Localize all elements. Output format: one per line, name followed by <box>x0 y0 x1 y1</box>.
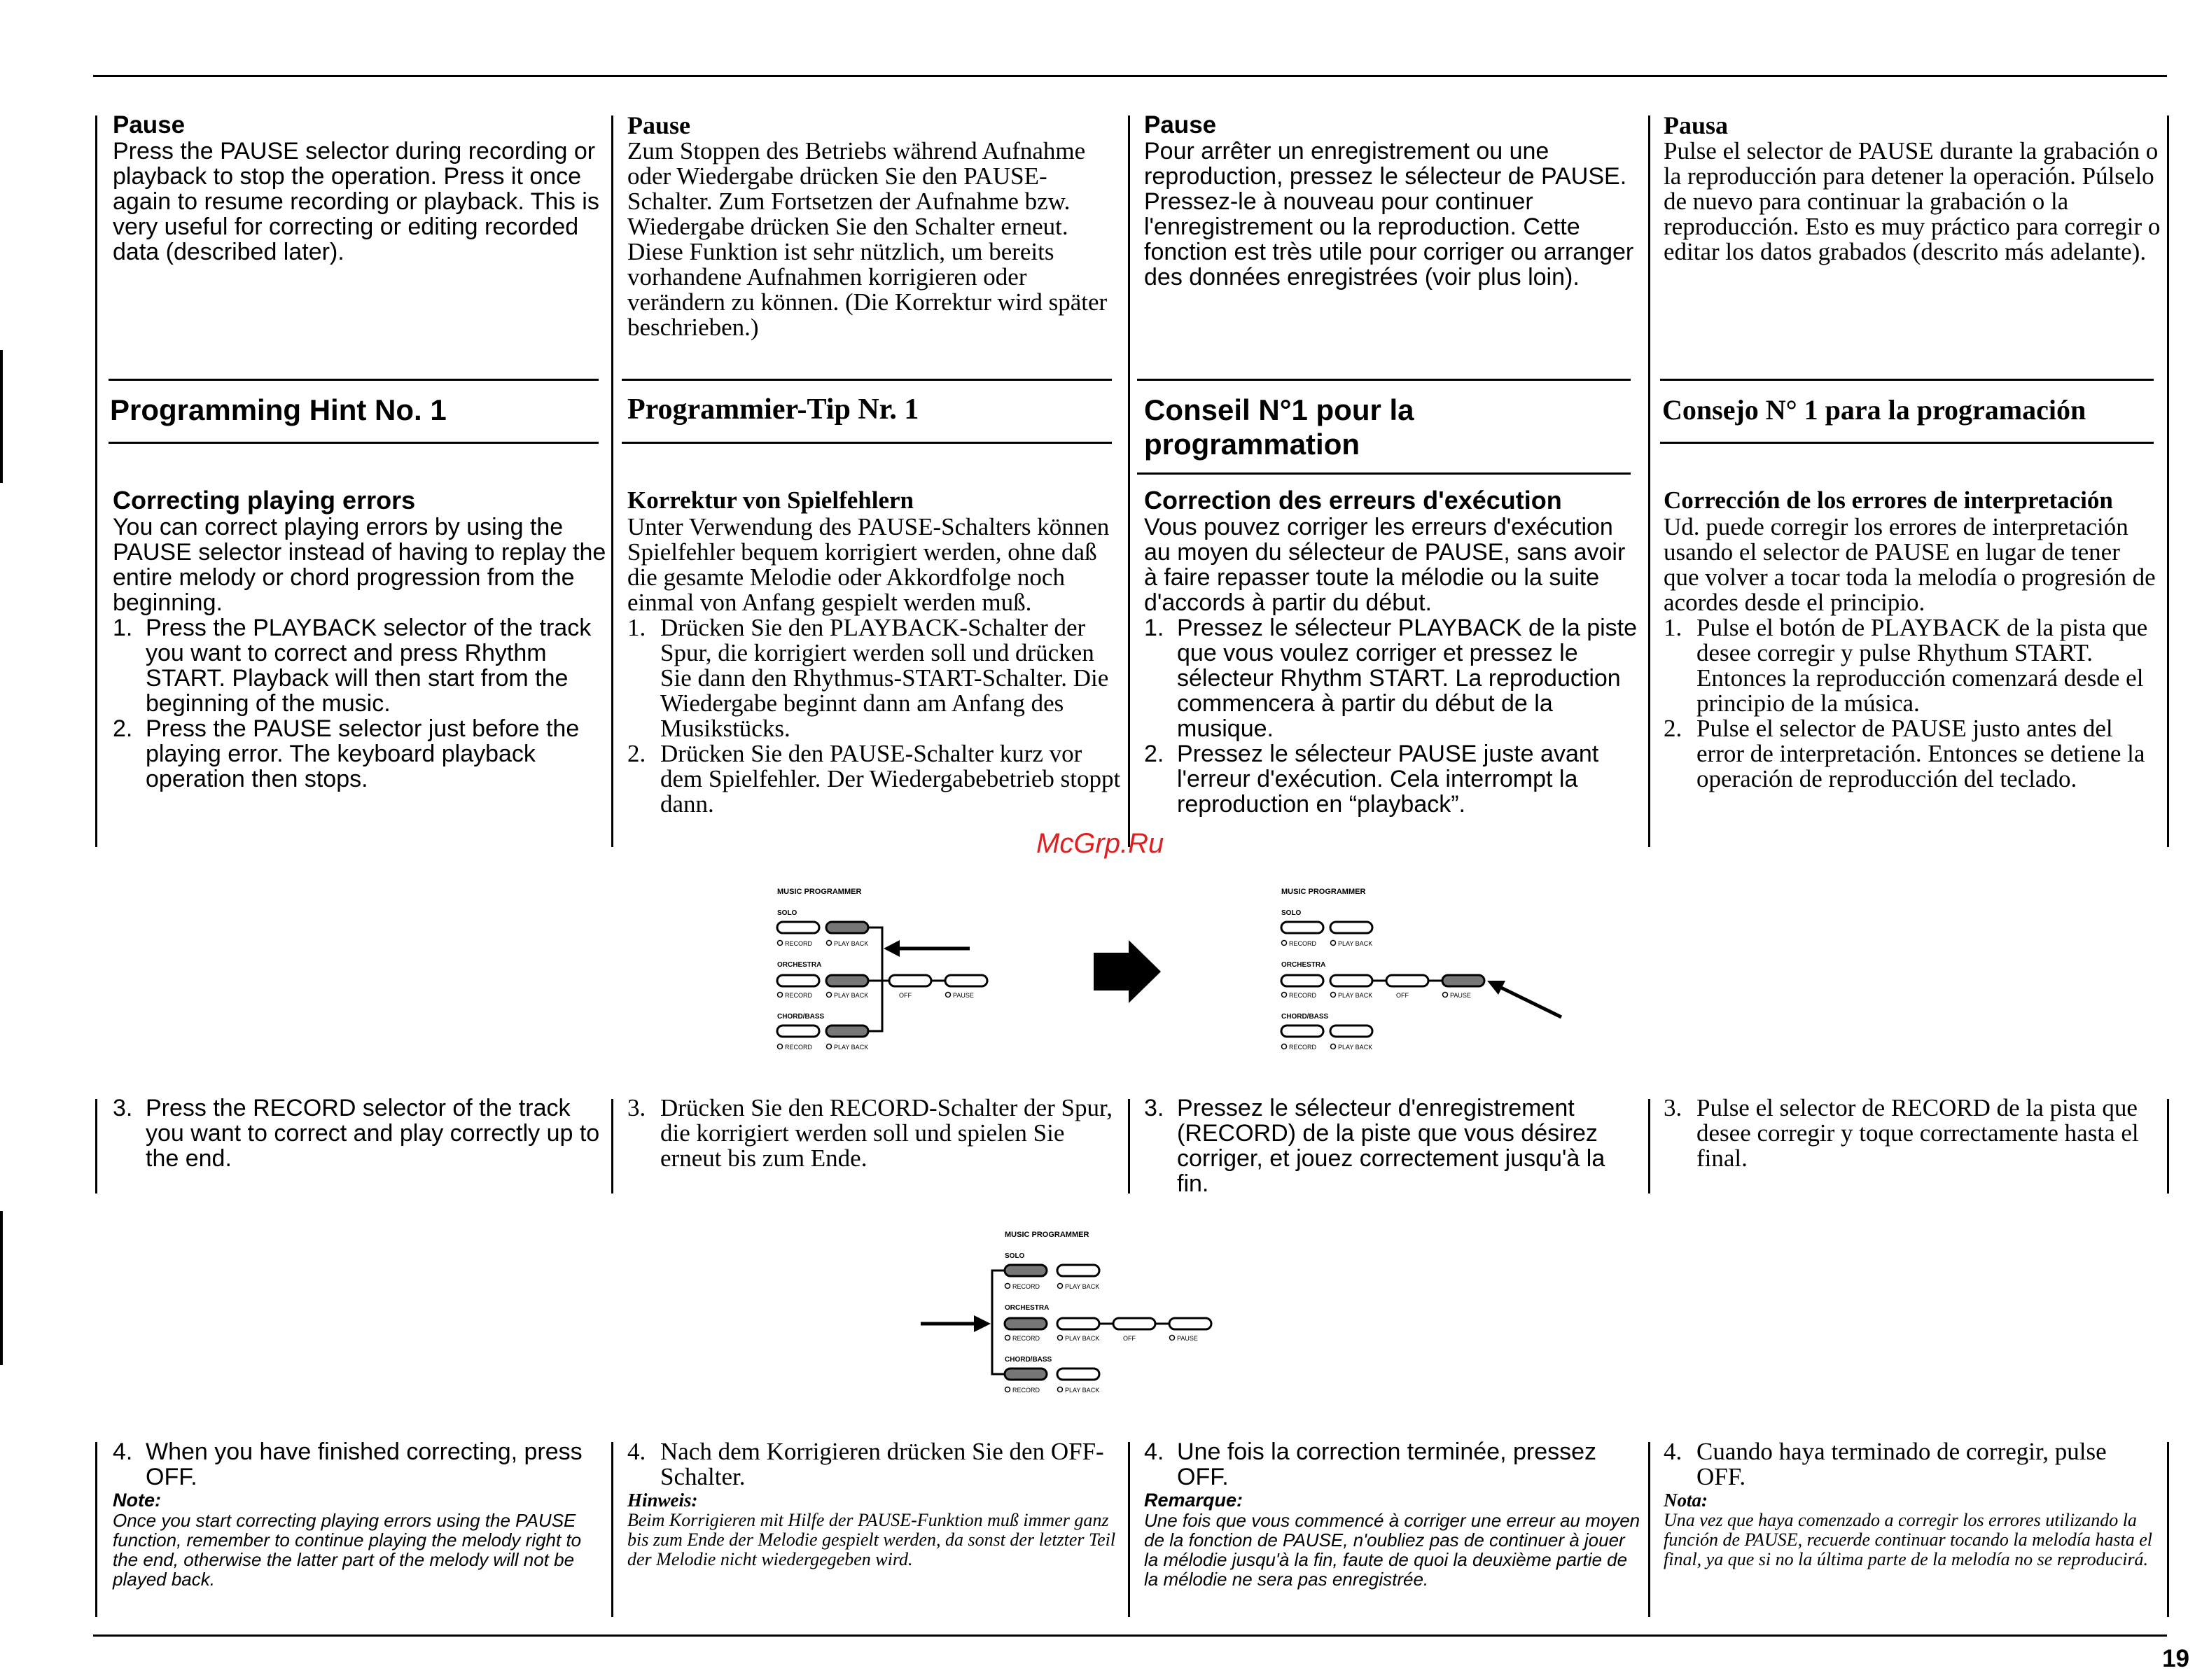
pause-fr <box>1144 112 1641 290</box>
note-text: Una vez que haya comenzado a corregir los errores utilizando la función de PAUSE, recuerde continuar tocando la melodía hasta el final, ya que si no la última parte de la melodía no se reproducirá. <box>1664 1510 2153 1569</box>
column-divider <box>1128 115 1130 847</box>
step-number: 2. <box>1664 715 1682 742</box>
step-text: Une fois la correction terminée, pressez OFF. <box>1177 1438 1597 1490</box>
section-rule <box>622 379 1112 381</box>
note-label: Nota: <box>1664 1490 1708 1511</box>
chord-bass-label: CHORD/BASS <box>1281 1013 1329 1021</box>
orch-playback-button <box>826 975 868 986</box>
led <box>1282 993 1287 997</box>
steps-list <box>1664 1096 2161 1171</box>
step4-es <box>1664 1439 2161 1569</box>
step-number: 2. <box>627 740 646 767</box>
chord-playback-button <box>1057 1368 1099 1380</box>
step-number: 2. <box>1144 741 1164 767</box>
step-number: 4. <box>1664 1438 1682 1465</box>
intro-text: Ud. puede corregir los errores de interpretación usando el selector de PAUSE en lugar de tener que volver a tocar toda la melodía o progresión de acordes desde el principio. <box>1664 513 2156 616</box>
led <box>1331 1044 1336 1049</box>
orch-playback-button <box>1057 1318 1099 1329</box>
pause-title: Pausa <box>1664 111 1729 139</box>
pause-button-pressed <box>1442 975 1484 986</box>
chord-playback-button <box>826 1026 868 1037</box>
steps-list <box>113 1439 610 1490</box>
record-bracket <box>992 1270 1005 1374</box>
off-button <box>1113 1318 1155 1329</box>
record-label: RECORD <box>1289 992 1317 999</box>
playback-label: PLAY BACK <box>1065 1387 1100 1394</box>
column-divider <box>95 1099 97 1194</box>
playback-label: PLAY BACK <box>1338 992 1373 999</box>
chord-bass-label: CHORD/BASS <box>1005 1356 1052 1364</box>
column-divider <box>1648 115 1650 847</box>
note-text: Une fois que vous commencé à corriger une erreur au moyen de la fonction de PAUSE, n'oubliez pas de continuer à jouer la mélodie jusqu'à la fin, faute de quoi la deuxième partie de la mélodie ne sera pas enregistrée. <box>1144 1510 1640 1590</box>
steps-list <box>113 1096 610 1171</box>
correcting-en <box>113 486 610 792</box>
step-text: Press the PLAYBACK selector of the track you want to correct and press Rhythm START. Playback will then start from the beginning of the music. <box>146 615 592 717</box>
binding-mark <box>0 1211 3 1365</box>
step-number: 3. <box>113 1095 133 1121</box>
section-rule <box>1660 442 2154 444</box>
led <box>1331 941 1336 946</box>
section-rule <box>622 442 1112 444</box>
record-label: RECORD <box>1012 1283 1040 1290</box>
chord-record-button <box>1005 1368 1047 1380</box>
column-divider <box>1128 1099 1130 1194</box>
step-4 <box>113 1439 610 1490</box>
section-rule <box>1137 379 1631 381</box>
column-divider <box>611 1442 613 1617</box>
intro-text: Unter Verwendung des PAUSE-Schalters können Spielfehler bequem korrigiert werden, ohne daß die gesamte Melodie oder Akkordfolge noch einmal von Anfang gespielt werden muß. <box>627 513 1110 616</box>
led <box>778 1044 783 1049</box>
steps-list <box>113 615 610 792</box>
pause-en <box>113 112 610 265</box>
column-divider <box>1128 1442 1130 1617</box>
section-title: Programmier-Tip Nr. 1 <box>627 393 919 426</box>
steps-list <box>1144 1096 1641 1196</box>
pause-text: Pour arrêter un enregistrement ou une reproduction, pressez le sélecteur de PAUSE. Pressez-le à nouveau pour continuer l'enregistrement ou la reproduction. Cette fonction est très utile pour corriger ou arranger des données enregistrées (voir plus loin). <box>1144 138 1634 290</box>
note-label: Note: <box>113 1490 161 1511</box>
section-rule <box>1137 472 1631 475</box>
pause-label: PAUSE <box>953 992 974 999</box>
solo-record-button <box>777 922 819 933</box>
pause-de <box>627 112 1124 340</box>
step-4 <box>627 1439 1124 1490</box>
steps-list <box>627 615 1124 817</box>
step-3 <box>113 1096 610 1171</box>
solo-playback-button <box>1057 1265 1099 1276</box>
sub-title: Correction des erreurs d'exécution <box>1144 486 1562 514</box>
step-text: Drücken Sie den PAUSE-Schalter kurz vor dem Spielfehler. Der Wiedergabebetrieb stoppt dann. <box>660 740 1121 818</box>
step3-de <box>627 1096 1124 1171</box>
arrow-head-icon <box>974 1315 991 1332</box>
step-number: 4. <box>113 1438 133 1465</box>
step-3 <box>1664 1096 2161 1171</box>
step-2 <box>627 741 1124 817</box>
chord-playback-button <box>1330 1026 1372 1037</box>
pause-title: Pause <box>1144 111 1217 139</box>
pause-text: Pulse el selector de PAUSE durante la grabación o la reproducción para detener la operación. Púlselo de nuevo para continuar la grabación o la reproducción. Esto es muy práctico para corregir o editar los datos grabados (descrito más adelante). <box>1664 137 2161 265</box>
step-1 <box>1664 615 2161 716</box>
step-text: Press the PAUSE selector just before the playing error. The keyboard playback operation then stops. <box>146 715 580 792</box>
led <box>827 1044 832 1049</box>
step-number: 1. <box>113 615 133 641</box>
solo-record-button <box>1281 922 1323 933</box>
led <box>827 993 832 997</box>
step-text: Cuando haya terminado de corregir, pulse OFF. <box>1696 1438 2107 1490</box>
step-1 <box>627 615 1124 741</box>
steps-list <box>1664 1439 2161 1490</box>
led <box>946 993 951 997</box>
pause-text: Press the PAUSE selector during recording or playback to stop the operation. Press it once again to resume recording or playback. This is very useful for correcting or editing recorded data (described later). <box>113 138 599 265</box>
playback-label: PLAY BACK <box>1065 1283 1100 1290</box>
pause-title: Pause <box>113 111 186 139</box>
music-programmer-diagram-1 <box>763 886 1015 1060</box>
solo-record-button <box>1005 1265 1047 1276</box>
column-divider <box>2167 1099 2169 1194</box>
column-divider <box>1648 1099 1650 1194</box>
orchestra-label: ORCHESTRA <box>1281 961 1326 969</box>
led <box>1282 1044 1287 1049</box>
led <box>1058 1387 1063 1392</box>
led <box>778 941 783 946</box>
orch-record-button <box>777 975 819 986</box>
step-text: Drücken Sie den PLAYBACK-Schalter der Spur, die korrigiert werden soll und drücken Sie dann den Rhythmus-START-Schalter. Die Wiedergabe beginnt dann am Anfang des Musikstücks. <box>660 614 1109 742</box>
pause-label: PAUSE <box>1450 992 1471 999</box>
led <box>827 941 832 946</box>
step-2 <box>113 716 610 792</box>
chord-bass-label: CHORD/BASS <box>777 1013 825 1021</box>
step-text: Pulse el selector de RECORD de la pista que desee corregir y toque correctamente hasta el final. <box>1696 1094 2139 1172</box>
solo-label: SOLO <box>777 909 797 917</box>
step-1 <box>1144 615 1641 741</box>
watermark: McGrp.Ru <box>1036 828 1164 859</box>
solo-playback-button <box>826 922 868 933</box>
step-4 <box>1144 1439 1641 1490</box>
record-label: RECORD <box>785 992 813 999</box>
step-text: Pressez le sélecteur PLAYBACK de la piste que vous voulez corriger et pressez le sélecteur Rhythm START. La reproduction commencera à partir du début de la musique. <box>1177 615 1638 742</box>
step4-de <box>627 1439 1124 1569</box>
chord-record-button <box>1281 1026 1323 1037</box>
step-text: Pressez le sélecteur d'enregistrement (RECORD) de la piste que vous désirez corriger, et jouez correctement jusqu'à la fin. <box>1177 1095 1605 1197</box>
step-number: 4. <box>1144 1438 1164 1465</box>
record-label: RECORD <box>1289 940 1317 947</box>
pause-button <box>1169 1318 1211 1329</box>
note-label: Remarque: <box>1144 1490 1243 1511</box>
section-title: Programming Hint No. 1 <box>110 393 447 426</box>
section-title: Conseil N°1 pour la programmation <box>1144 393 1414 461</box>
step-4 <box>1664 1439 2161 1490</box>
led <box>1058 1284 1063 1289</box>
step-2 <box>1144 741 1641 817</box>
section-title-en <box>110 393 607 427</box>
playback-label: PLAY BACK <box>834 940 869 947</box>
step-number: 3. <box>1664 1094 1682 1121</box>
arrow-head-icon <box>884 940 900 957</box>
step-3 <box>627 1096 1124 1171</box>
steps-list <box>1144 1439 1641 1490</box>
led <box>1005 1387 1010 1392</box>
steps-list <box>627 1096 1124 1171</box>
pause-button <box>945 975 987 986</box>
correcting-de <box>627 486 1124 817</box>
top-rule <box>93 75 2167 77</box>
off-label: OFF <box>899 992 912 999</box>
next-step-arrow-icon <box>1094 940 1164 1003</box>
note-text: Beim Korrigieren mit Hilfe der PAUSE-Funktion muß immer ganz bis zum Ende der Melodie gespielt werden, da sonst der letzter Teil der Melodie nicht wiedergegeben wird. <box>627 1510 1116 1569</box>
column-divider <box>95 1442 97 1617</box>
panel-title: MUSIC PROGRAMMER <box>1005 1231 1089 1239</box>
off-label: OFF <box>1123 1335 1136 1342</box>
page-number: 19 <box>2162 1645 2189 1672</box>
record-label: RECORD <box>785 1044 813 1051</box>
step-2 <box>1664 716 2161 792</box>
led <box>1058 1336 1063 1340</box>
step-number: 1. <box>627 614 646 641</box>
section-title: Consejo N° 1 para la programación <box>1662 394 2086 426</box>
bottom-rule <box>93 1634 2167 1637</box>
step-text: Pulse el selector de PAUSE justo antes del error de interpretación. Entonces se detiene la operación de reproducción del teclado. <box>1696 715 2145 792</box>
step-text: Press the RECORD selector of the track you want to correct and play correctly up to the end. <box>146 1095 600 1172</box>
playback-label: PLAY BACK <box>1338 1044 1373 1051</box>
section-rule <box>109 442 599 444</box>
led <box>1170 1336 1175 1340</box>
steps-list <box>1664 615 2161 792</box>
step-number: 4. <box>627 1438 646 1465</box>
column-divider <box>611 1099 613 1194</box>
step-text: When you have finished correcting, press OFF. <box>146 1438 583 1490</box>
music-programmer-diagram-2 <box>1267 886 1575 1060</box>
music-programmer-diagram-3 <box>914 1228 1243 1404</box>
step-number: 2. <box>113 715 133 742</box>
record-label: RECORD <box>1289 1044 1317 1051</box>
column-divider <box>2167 1442 2169 1617</box>
orchestra-label: ORCHESTRA <box>777 961 822 969</box>
orch-playback-button <box>1330 975 1372 986</box>
playback-label: PLAY BACK <box>834 992 869 999</box>
section-title-de <box>627 393 1124 427</box>
off-button <box>889 975 931 986</box>
playback-label: PLAY BACK <box>1065 1335 1100 1342</box>
panel-title: MUSIC PROGRAMMER <box>777 888 862 896</box>
off-button <box>1386 975 1428 986</box>
off-label: OFF <box>1396 992 1409 999</box>
led <box>1443 993 1448 997</box>
pause-text: Zum Stoppen des Betriebs während Aufnahme oder Wiedergabe drücken Sie den PAUSE-Schalter. Zum Fortsetzen der Aufnahme bzw. Wiedergabe drücken Sie den Schalter erneut. Diese Funktion ist sehr nützlich, um bereits vorhandene Aufnahmen korrigieren oder verändern zu können. (Die Korrektur wird später beschrieben.) <box>627 137 1108 341</box>
arrow-icon <box>1498 986 1561 1017</box>
pause-title: Pause <box>627 111 690 139</box>
steps-list <box>1144 615 1641 817</box>
step-number: 3. <box>1144 1095 1164 1121</box>
step-text: Nach dem Korrigieren drücken Sie den OFF-Schalter. <box>660 1438 1104 1490</box>
section-title-fr <box>1144 393 1578 461</box>
step3-es <box>1664 1096 2161 1171</box>
panel-title: MUSIC PROGRAMMER <box>1281 888 1366 896</box>
step-3 <box>1144 1096 1641 1196</box>
playback-label: PLAY BACK <box>1338 940 1373 947</box>
solo-label: SOLO <box>1281 909 1302 917</box>
step-text: Drücken Sie den RECORD-Schalter der Spur, die korrigiert werden soll und spielen Sie erneut bis zum Ende. <box>660 1094 1113 1172</box>
step-1 <box>113 615 610 716</box>
column-divider <box>1648 1442 1650 1617</box>
led <box>778 993 783 997</box>
steps-list <box>627 1439 1124 1490</box>
step-number: 1. <box>1664 614 1682 641</box>
orch-record-button <box>1281 975 1323 986</box>
step3-en <box>113 1096 610 1171</box>
led <box>1005 1284 1010 1289</box>
column-divider <box>95 115 97 847</box>
note-text: Once you start correcting playing errors using the PAUSE function, remember to continue playing the melody right to the end, otherwise the latter part of the melody will not be played back. <box>113 1510 582 1590</box>
orch-record-button <box>1005 1318 1047 1329</box>
solo-playback-button <box>1330 922 1372 933</box>
playback-bracket <box>868 927 882 1031</box>
step-number: 1. <box>1144 615 1164 641</box>
step4-fr <box>1144 1439 1641 1589</box>
pause-label: PAUSE <box>1177 1335 1198 1342</box>
intro-text: Vous pouvez corriger les erreurs d'exécution au moyen du sélecteur de PAUSE, sans avoir à faire repasser toute la mélodie ou la suite d'accords à partir du début. <box>1144 514 1626 616</box>
led <box>1331 993 1336 997</box>
record-label: RECORD <box>1012 1335 1040 1342</box>
intro-text: You can correct playing errors by using the PAUSE selector instead of having to replay the entire melody or chord progression from the beginning. <box>113 514 606 616</box>
record-label: RECORD <box>785 940 813 947</box>
step3-fr <box>1144 1096 1641 1196</box>
section-rule <box>1660 379 2154 381</box>
step-text: Pressez le sélecteur PAUSE juste avant l'erreur d'exécution. Cela interrompt la reproduction en “playback”. <box>1177 741 1599 818</box>
binding-mark <box>0 350 3 483</box>
step-number: 3. <box>627 1094 646 1121</box>
step4-en <box>113 1439 610 1589</box>
correcting-es <box>1664 486 2161 792</box>
correcting-fr <box>1144 486 1641 817</box>
led <box>1005 1336 1010 1340</box>
sub-title: Corrección de los errores de interpretación <box>1664 486 2113 514</box>
led <box>1282 941 1287 946</box>
section-title-es <box>1662 393 2159 427</box>
record-label: RECORD <box>1012 1387 1040 1394</box>
column-divider <box>611 115 613 847</box>
playback-label: PLAY BACK <box>834 1044 869 1051</box>
note-label: Hinweis: <box>627 1490 698 1511</box>
chord-record-button <box>777 1026 819 1037</box>
section-rule <box>109 379 599 381</box>
sub-title: Correcting playing errors <box>113 486 416 514</box>
column-divider <box>2167 115 2169 847</box>
solo-label: SOLO <box>1005 1252 1025 1260</box>
orchestra-label: ORCHESTRA <box>1005 1304 1050 1312</box>
pause-es <box>1664 112 2161 265</box>
sub-title: Korrektur von Spielfehlern <box>627 486 914 514</box>
step-text: Pulse el botón de PLAYBACK de la pista que desee corregir y pulse Rhythum START. Entonces la reproducción comenzará desde el principio de la música. <box>1696 614 2148 717</box>
